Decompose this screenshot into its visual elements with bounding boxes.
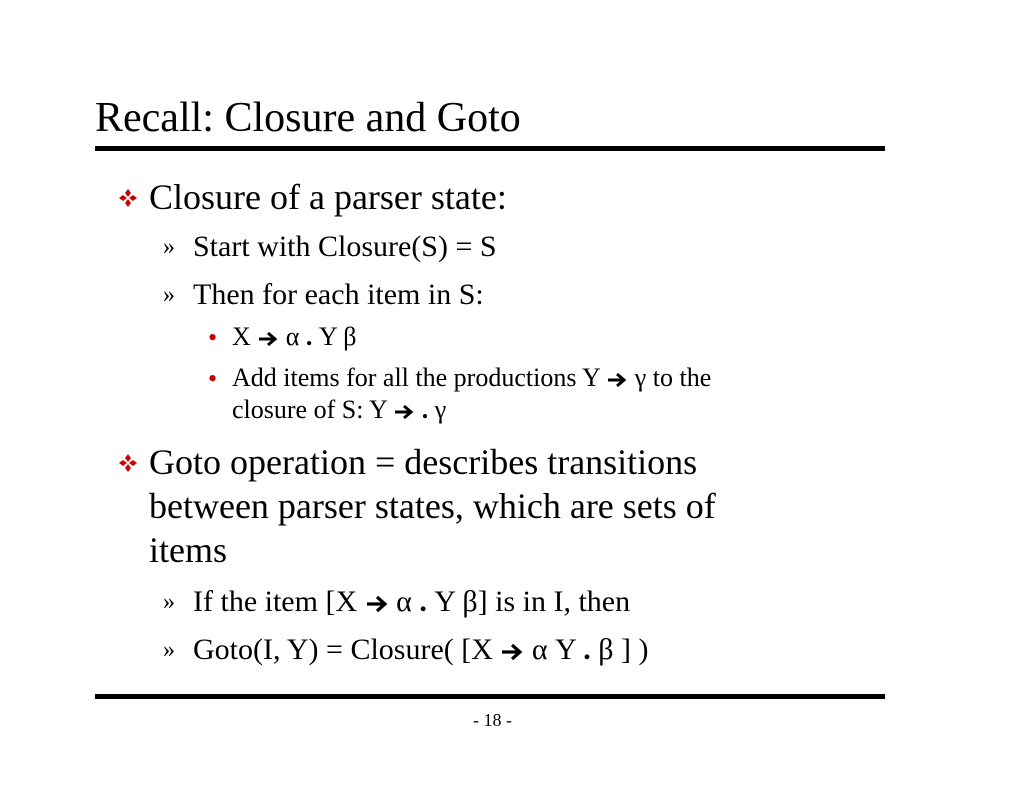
diamond-bullet-icon [116, 451, 140, 475]
symbol-x: X [232, 322, 251, 351]
sub-bullet-marker: » [163, 589, 175, 615]
symbol-alpha-y: α Y [531, 633, 576, 666]
diamond-bullet-icon [116, 186, 140, 210]
add-items-to-the: to the [652, 363, 712, 392]
slide-title: Recall: Closure and Goto [95, 95, 521, 141]
closure-sub-start: Start with Closure(S) = S [193, 230, 497, 263]
goto-if-prefix: If the item [X [193, 585, 358, 618]
sub-bullet-marker: » [163, 282, 175, 308]
closure-add-items-line2 [232, 395, 446, 425]
item-dot: . [305, 322, 313, 351]
closure-add-items-line1 [232, 363, 711, 393]
sub-bullet-marker: » [163, 234, 175, 260]
goto-sub-definition [193, 632, 648, 668]
title-divider [95, 146, 885, 151]
right-arrow-icon [500, 642, 524, 662]
right-arrow-icon [606, 371, 628, 389]
item-dot: . [421, 395, 429, 424]
right-arrow-icon [393, 403, 415, 421]
goto-heading-line1: Goto operation = describes transitions [149, 442, 698, 482]
symbol-gamma: γ [634, 363, 647, 392]
goto-heading-line2: between parser states, which are sets of [149, 486, 716, 526]
right-arrow-icon [365, 594, 389, 614]
symbol-beta: β [343, 322, 357, 351]
closure-of-s-text: closure of S: Y [232, 395, 387, 424]
symbol-alpha: α [396, 585, 412, 618]
closure-heading: Closure of a parser state: [149, 177, 507, 217]
page-number: - 18 - [473, 710, 512, 730]
footer-divider [95, 694, 885, 699]
goto-heading-line3: items [149, 530, 227, 570]
leaf-bullet-marker: • [208, 323, 218, 352]
symbol-y: Y [318, 322, 337, 351]
symbol-gamma: γ [434, 395, 447, 424]
goto-if-suffix: Y β] is in I, then [434, 585, 631, 618]
closure-item-production [232, 322, 356, 352]
closure-sub-then: Then for each item in S: [193, 278, 484, 311]
goto-def-prefix: Goto(I, Y) = Closure( [X [193, 633, 493, 666]
goto-def-suffix: β ] ) [598, 633, 649, 666]
item-dot: . [419, 585, 427, 618]
leaf-bullet-marker: • [208, 364, 218, 393]
right-arrow-icon [257, 330, 279, 348]
add-items-text: Add items for all the productions Y [232, 363, 600, 392]
item-dot: . [583, 633, 591, 666]
sub-bullet-marker: » [163, 637, 175, 663]
goto-sub-if-item [193, 584, 630, 620]
symbol-alpha: α [285, 322, 300, 351]
